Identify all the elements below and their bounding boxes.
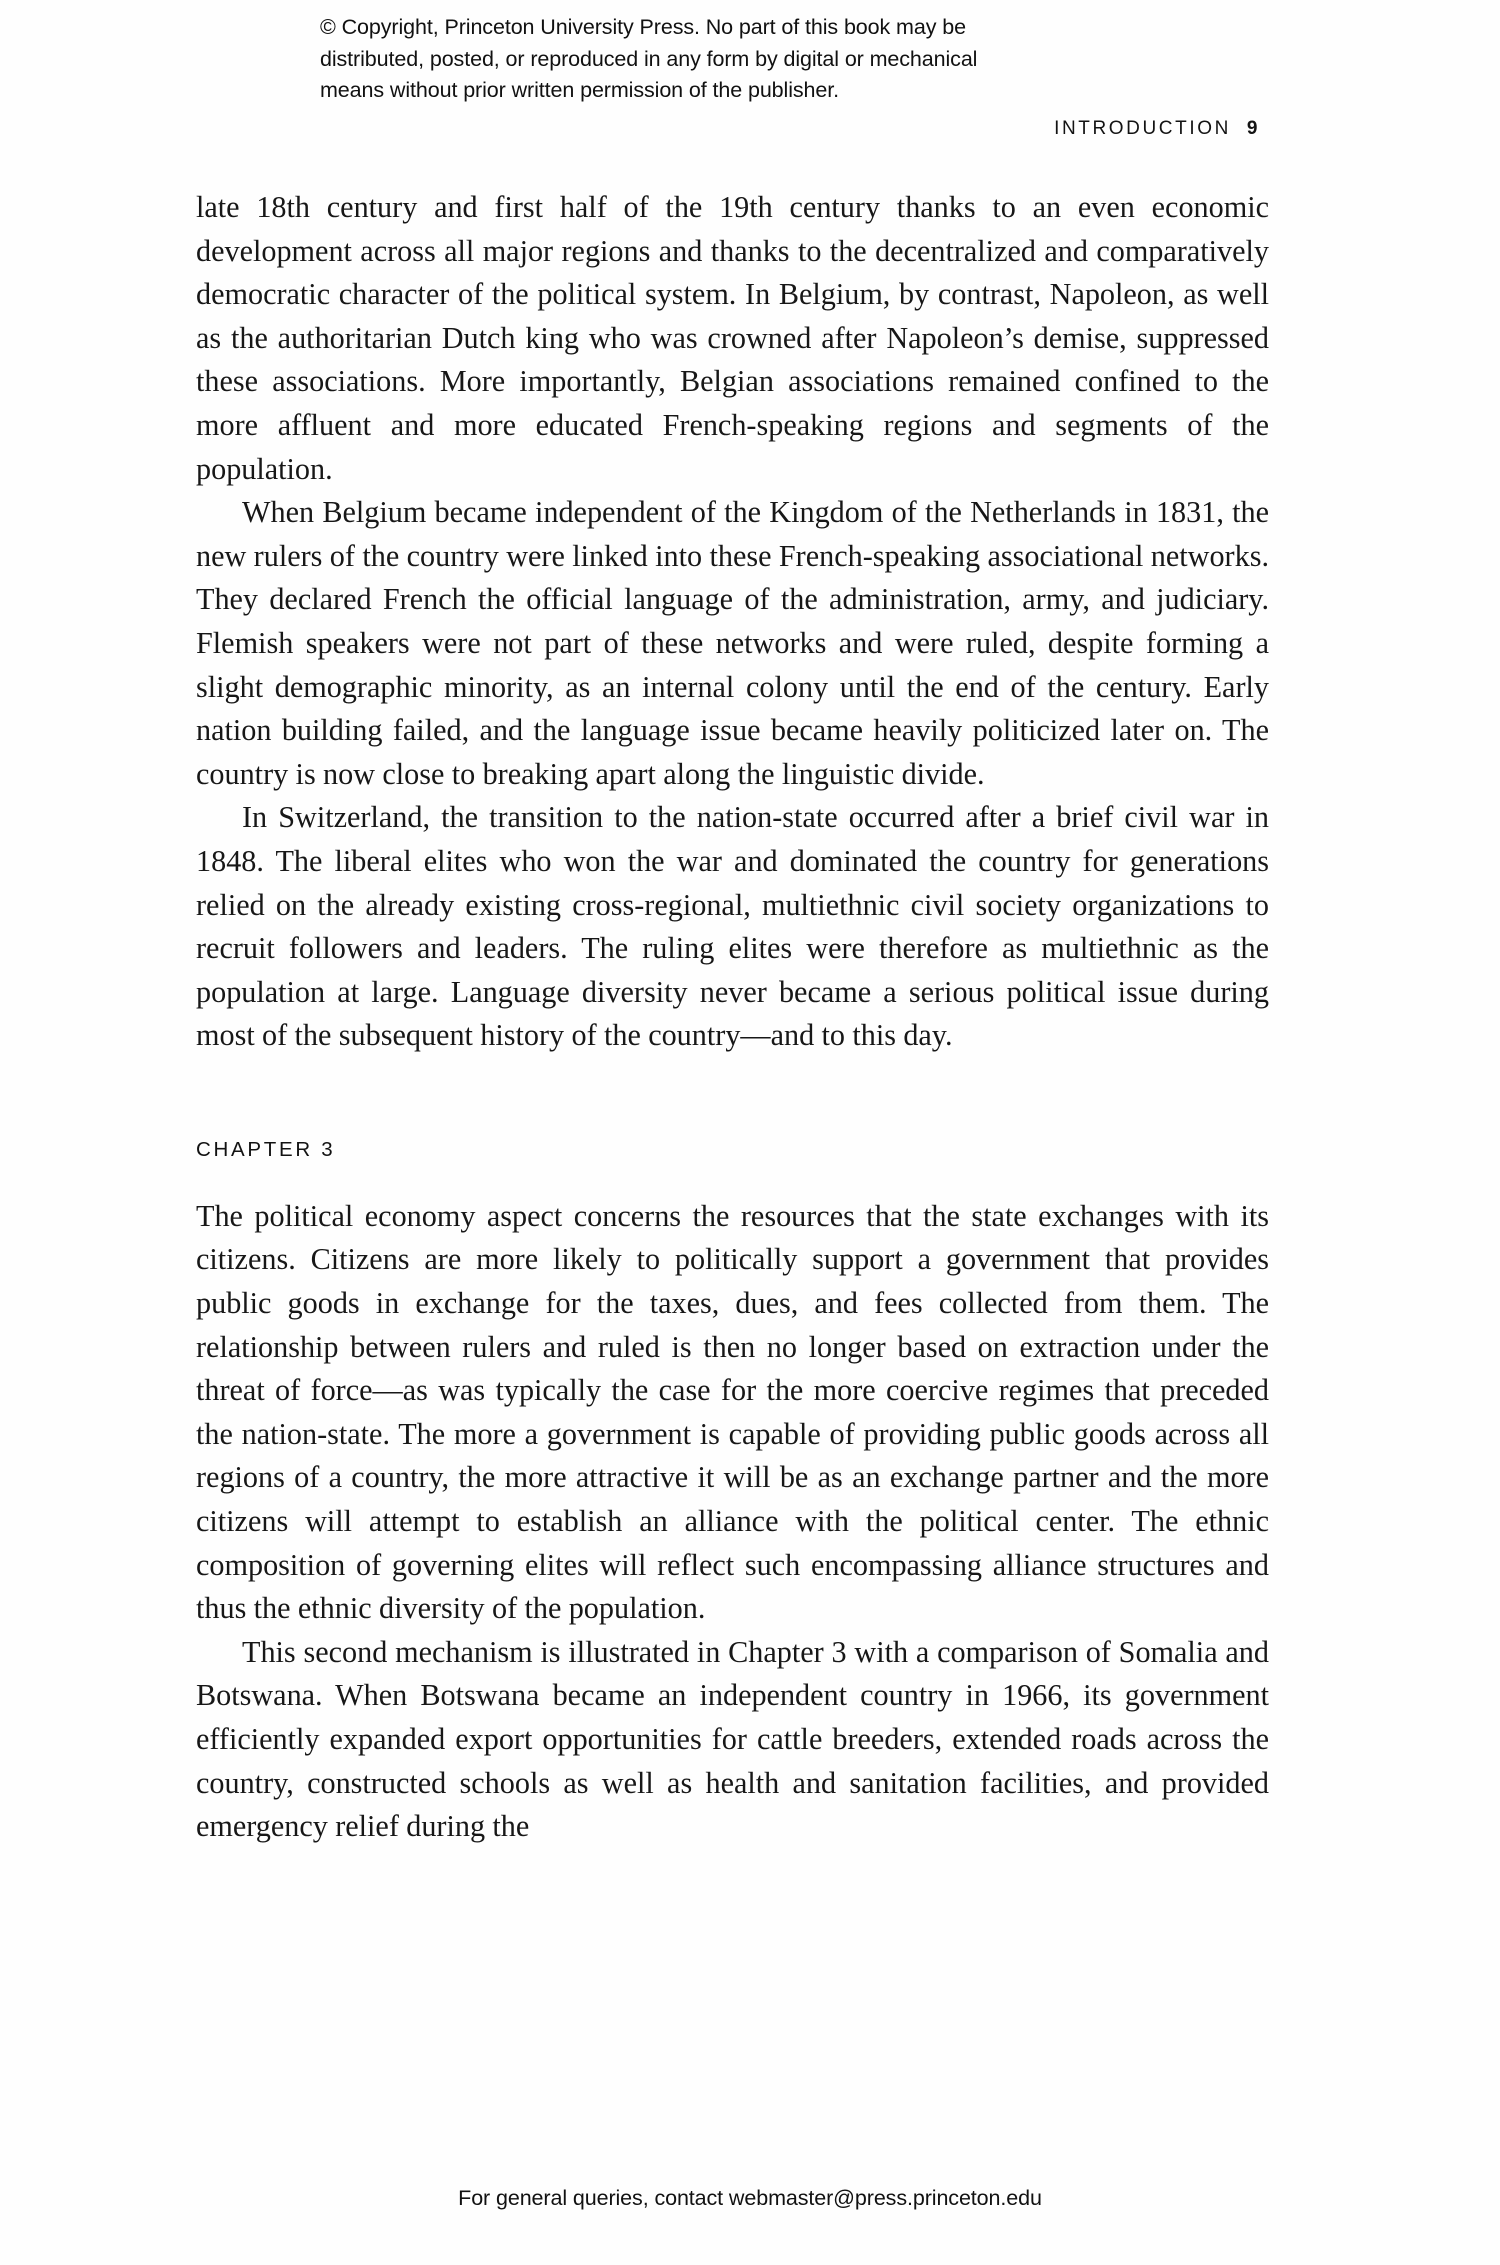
- paragraph-political-economy: The political economy aspect concerns the resources that the state exchanges with its citizens. Citizens are more likely to politically support a government that provides public goods in exchange for the taxes, dues, and fees collected from them. The relationship between rulers and ruled is then no longer based on extraction under the threat of force—as was typically the case for the more coercive regimes that preceded the nation-state. The more a government is capable of providing public goods across all regions of a country, the more attractive it will be as an exchange partner and the more citizens will attempt to establish an alliance with the political center. The ethnic composition of governing elites will reflect such encompassing alliance structures and thus the ethnic diversity of the population.: [196, 1198, 1269, 1626]
- paragraph-switzerland: In Switzerland, the transition to the nation-state occurred after a brief civil war in 1848. The liberal elites who won the war and dominated the country for generations relied on the already existing cross-regional, multiethnic civil society organizations to recruit followers and leaders. The ruling elites were therefore as multiethnic as the population at large. Language diversity never became a serious political issue during most of the subsequent history of the country—and to this day.: [196, 800, 1269, 1053]
- chapter-sidehead: CHAPTER 3: [196, 1137, 336, 1161]
- copyright-notice: [320, 12, 1160, 107]
- paragraph-continuation: late 18th century and first half of the 19th century thanks to an even economic development across all major regions and thanks to the decentralized and comparatively democratic character of the political system. In Belgium, by contrast, Napoleon, as well as the authoritarian Dutch king who was crowned after Napoleon’s demise, suppressed these associations. More importantly, Belgian associations remained confined to the more affluent and more educated French-speaking regions and segments of the population.: [196, 190, 1269, 486]
- copyright-notice-line-2: distributed, posted, or reproduced in any form by digital or mechanical: [320, 46, 978, 71]
- paragraph-belgium-independence: When Belgium became independent of the Kingdom of the Netherlands in 1831, the new rulers of the country were linked into these French-speaking associational networks. They declared French the official language of the administration, army, and judiciary. Flemish speakers were not part of these networks and were ruled, despite forming a slight demographic minority, as an internal colony until the end of the century. Early nation building failed, and the language issue became heavily politicized later on. The country is now close to breaking apart along the linguistic divide.: [196, 495, 1269, 791]
- copyright-notice-line-3: means without prior written permission of the publisher.: [320, 78, 840, 103]
- running-head: [1054, 118, 1258, 140]
- body-text-block: [196, 186, 1269, 1849]
- copyright-notice-line-1: © Copyright, Princeton University Press. No part of this book may be: [320, 15, 966, 39]
- paragraph-second-mechanism: This second mechanism is illustrated in Chapter 3 with a comparison of Somalia and Botswana. When Botswana became an independent country in 1966, its government efficiently expanded export opportunities for cattle breeders, extended roads across the country, constructed schools as well as health and sanitation facilities, and provided emergency relief during the: [196, 1634, 1269, 1844]
- footer-contact-line: For general queries, contact webmaster@press.princeton.edu: [458, 2186, 1042, 2210]
- page-number: 9: [1246, 118, 1258, 139]
- running-head-label: INTRODUCTION: [1054, 118, 1231, 139]
